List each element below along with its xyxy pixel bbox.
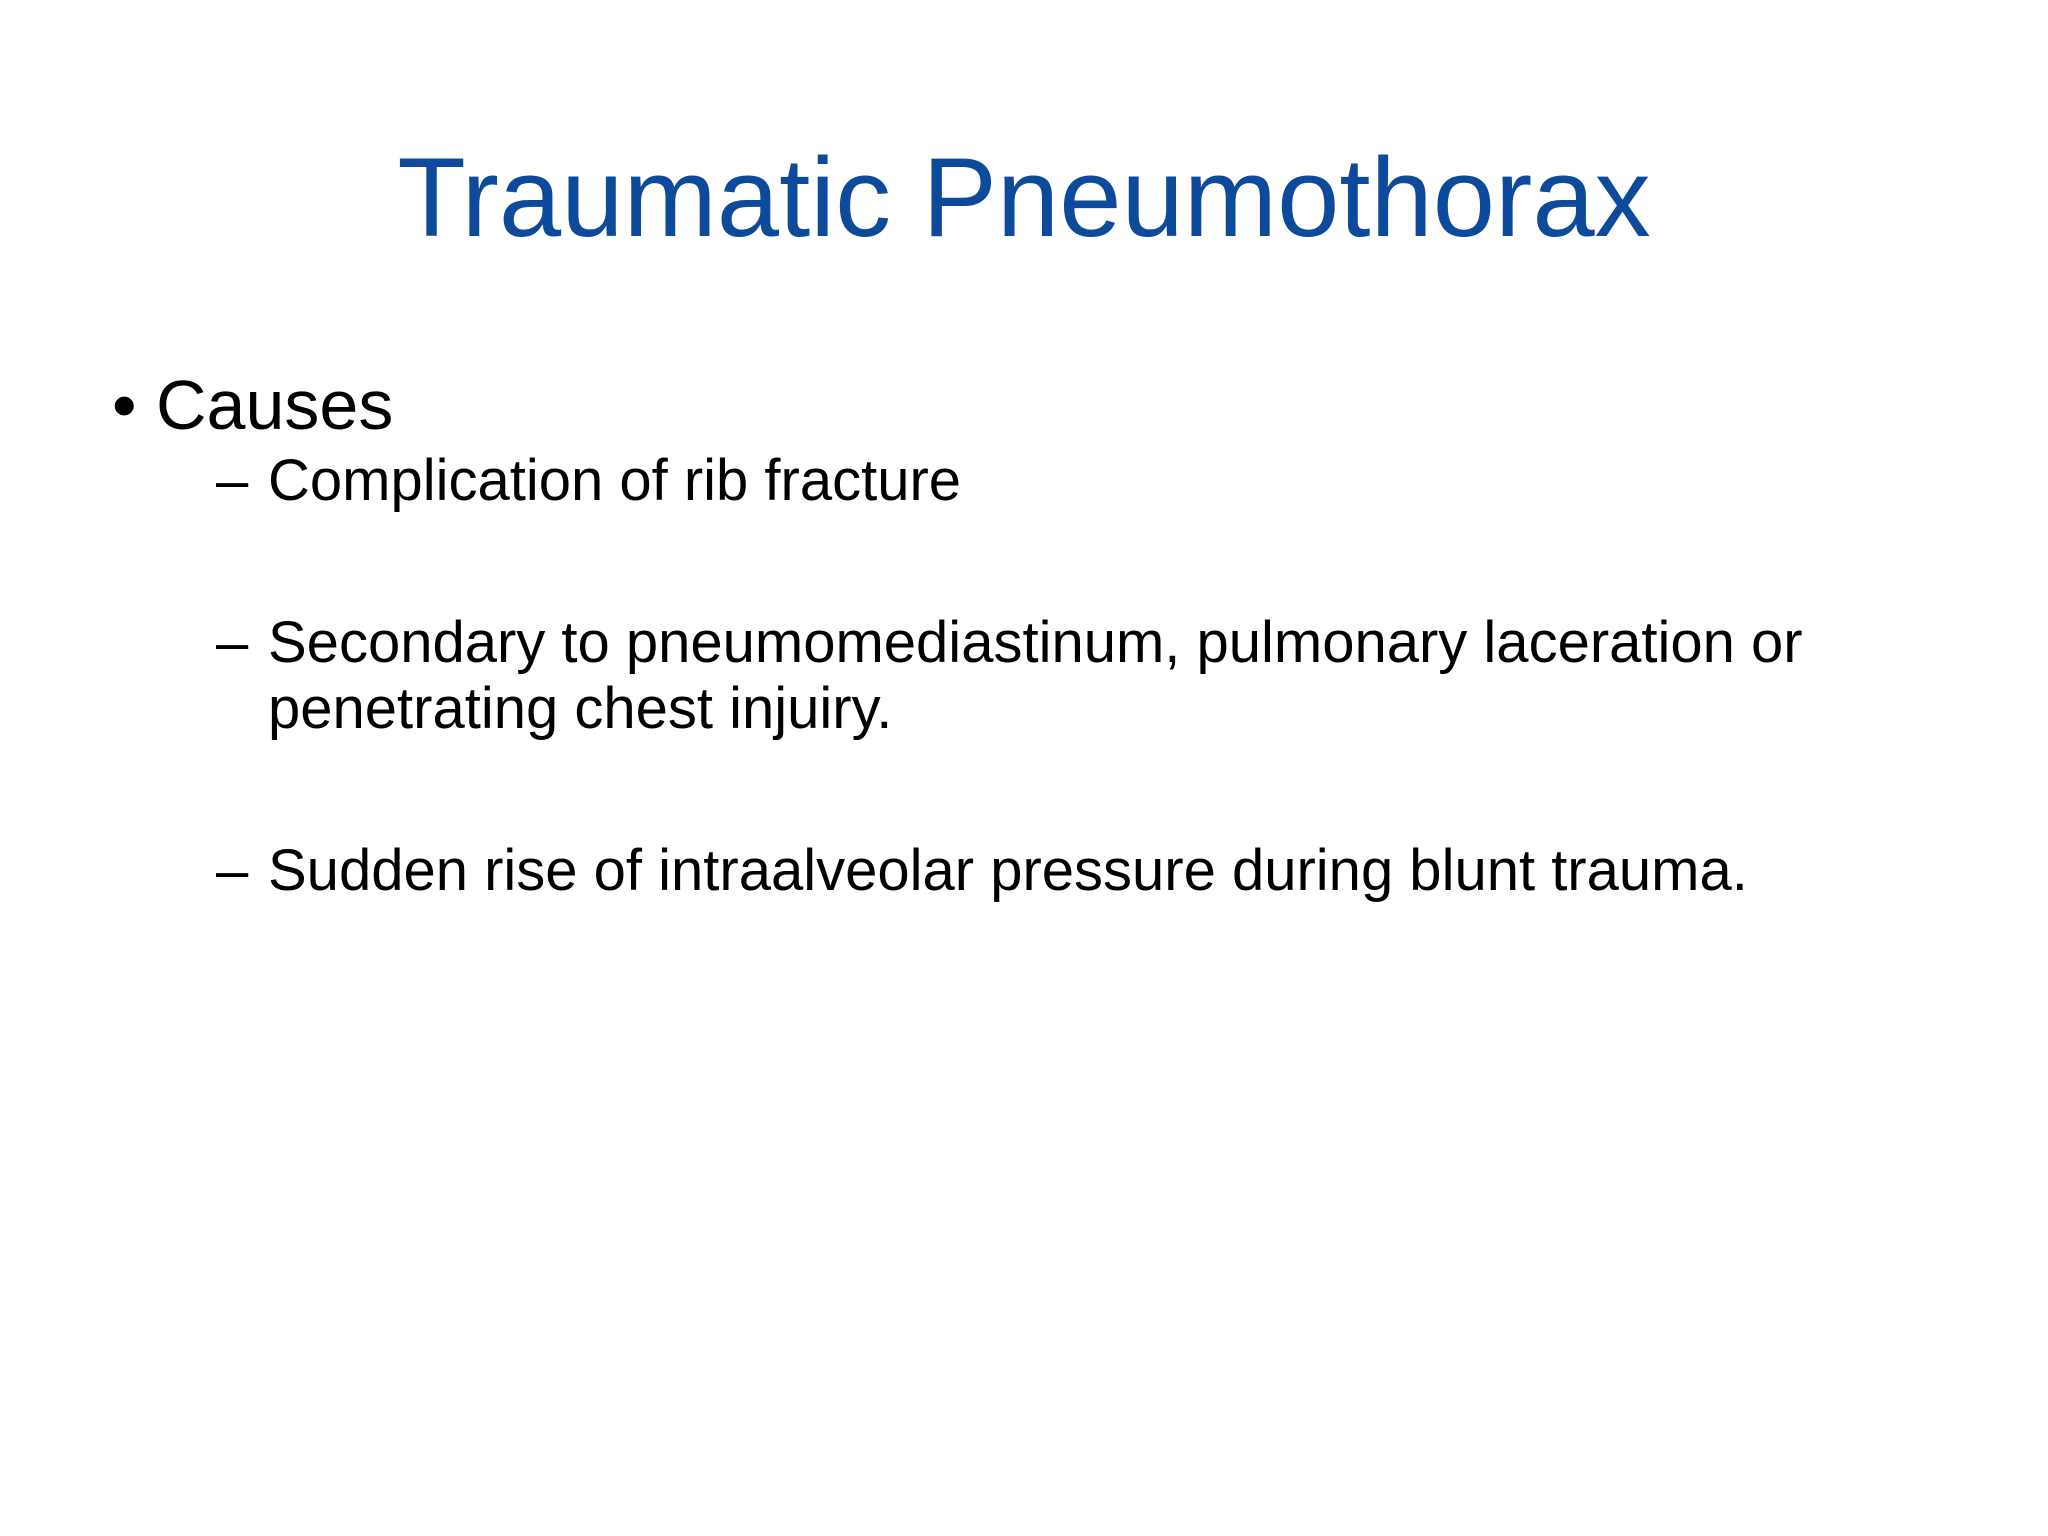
- bullet-causes: [112, 360, 1942, 450]
- bullet-text: Causes: [156, 366, 394, 444]
- sub-bullet-item: [216, 838, 1942, 904]
- slide-title: Traumatic Pneumothorax: [397, 135, 1651, 260]
- dash-marker: –: [216, 448, 249, 513]
- sub-bullet-text: Secondary to pneumomediastinum, pulmonary laceration or penetrating chest injuiry.: [268, 610, 1803, 741]
- sub-bullet-item: [216, 610, 1942, 742]
- sub-bullet-text: Sudden rise of intraalveolar pressure during blunt trauma.: [268, 838, 1748, 903]
- dash-marker: –: [216, 610, 249, 675]
- bullet-marker: •: [112, 366, 137, 444]
- dash-marker: –: [216, 838, 249, 903]
- sub-bullet-list: [216, 448, 1942, 904]
- sub-bullet-text: Complication of rib fracture: [268, 448, 962, 513]
- sub-bullet-item: [216, 448, 1942, 514]
- slide-content: [112, 360, 1942, 1000]
